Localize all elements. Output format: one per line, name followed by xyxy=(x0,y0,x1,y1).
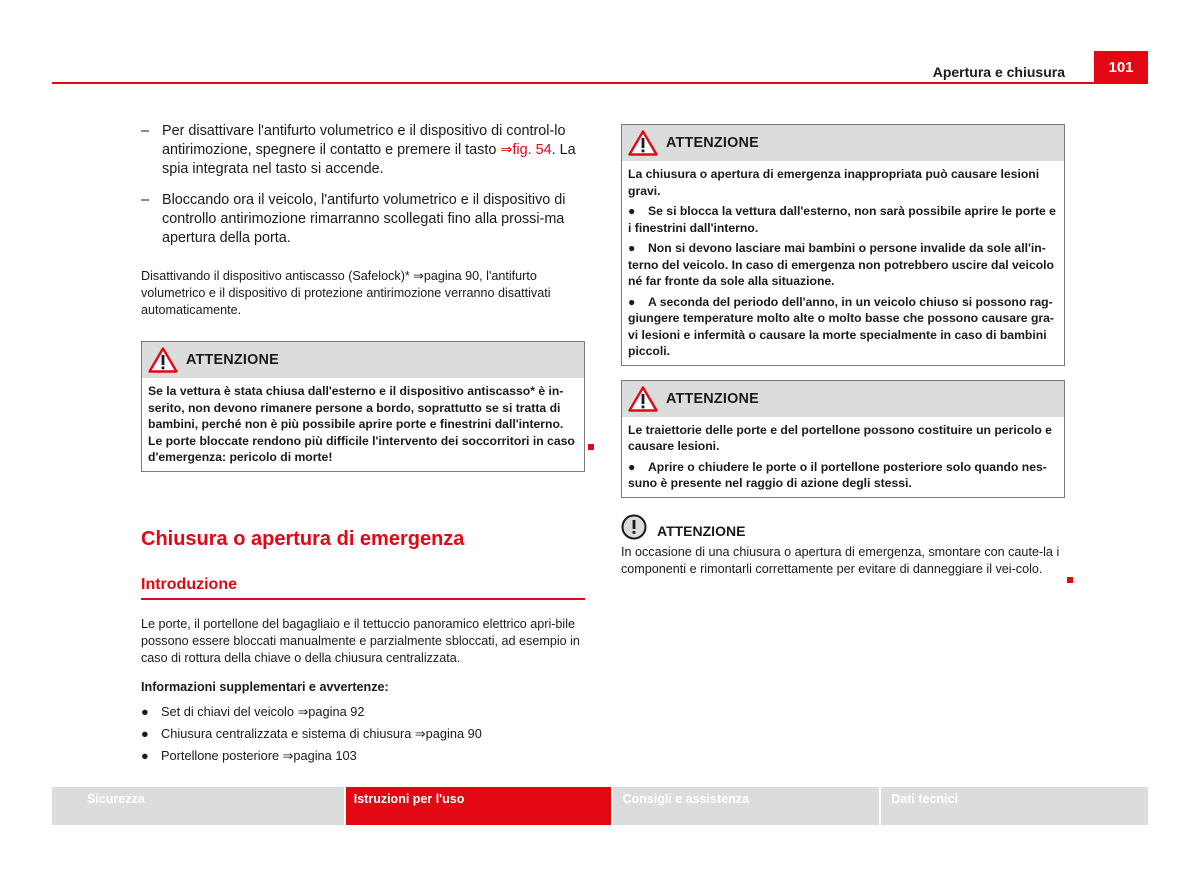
warning-box xyxy=(621,380,1065,498)
warning-text: Se la vettura è stata chiusa dall'esterno e il dispositivo antiscasso* è in-serito, non devono rimanere persone a bordo, soprattutto se si tratta di bambini, perché non è più possibile aprire porte e finestrini dall'interno. Le porte bloccate rendono più difficile l'intervento dei soccorritori in caso d'emergenza: pericolo di morte! xyxy=(148,384,575,464)
bullet-marker: ● xyxy=(141,725,149,741)
warning-box xyxy=(141,341,585,472)
warning-header xyxy=(622,381,1064,417)
dash-item-text: Per disattivare l'antifurto volumetrico e il dispositivo di control-lo antirimozione, spegnere il contatto e premere il tasto xyxy=(162,123,566,158)
note-header xyxy=(621,512,1065,542)
note-body: In occasione di una chiusura o apertura di emergenza, smontare con caute-la i componenti e rimontarli correttamente per evitare di danneggiare il vei-colo. xyxy=(621,544,1060,576)
list-item xyxy=(141,747,585,764)
warning-bullet xyxy=(628,203,1058,236)
warning-bullet xyxy=(628,240,1058,290)
warning-bullet-text: Aprire o chiudere le porte o il portellone posteriore solo quando nes-suno è presente nel raggio di azione degli stessi. xyxy=(628,459,1047,490)
subheading-block xyxy=(141,576,585,600)
footer-nav xyxy=(52,787,1148,825)
dash-item-text-end: . La spia integrata nel tasto si accende. xyxy=(162,142,576,177)
warning-body xyxy=(622,417,1064,497)
warning-lead: Le traiettorie delle porte e del portellone possono costituire un pericolo e causare lesioni. xyxy=(628,422,1052,453)
subheading-rule xyxy=(141,598,585,600)
intro-paragraph: Le porte, il portellone del bagagliaio e il tettuccio panoramico elettrico apri-bile possono essere bloccati manualmente e parzialmente sbloccati, ad esempio in caso di rottura della chiave o della chiusura centralizzata. xyxy=(141,616,580,665)
footer-tab-dati-tecnici[interactable]: Dati tecnici xyxy=(881,787,1148,825)
bullet-marker: ● xyxy=(628,459,636,474)
red-square-end-marker xyxy=(588,444,594,450)
note-title: ATTENZIONE xyxy=(657,522,746,539)
warning-body xyxy=(622,161,1064,365)
red-square-end-marker xyxy=(1067,577,1073,583)
warning-bullet xyxy=(628,294,1058,360)
dash-item-text: Bloccando ora il veicolo, l'antifurto volumetrico e il dispositivo di controllo antirimozione rimarranno scollegati fino alla prossi-ma apertura della porta. xyxy=(162,192,566,246)
dash-item xyxy=(141,122,585,179)
list-item xyxy=(141,725,585,742)
page-number: 101 xyxy=(1094,51,1148,84)
bullet-marker: ● xyxy=(141,747,149,763)
warning-header xyxy=(142,342,584,378)
bullet-marker: ● xyxy=(628,241,636,255)
dash-item xyxy=(141,191,585,248)
footer-tab-consigli[interactable]: Consigli e assistenza xyxy=(613,787,880,825)
note-block xyxy=(621,512,1065,578)
warning-body xyxy=(142,378,584,471)
bullet-marker: ● xyxy=(628,294,636,309)
footer-tab-istruzioni[interactable]: Istruzioni per l'uso xyxy=(346,787,611,825)
info-list xyxy=(141,703,585,764)
section-heading: Chiusura o apertura di emergenza xyxy=(141,527,465,550)
header-rule xyxy=(52,82,1148,84)
bullet-marker: ● xyxy=(628,204,636,218)
warning-triangle-icon xyxy=(628,130,658,156)
warning-box xyxy=(621,124,1065,366)
warning-bullet-text: Se si blocca la vettura dall'esterno, non sarà possibile aprire le porte e i finestrini dall'interno. xyxy=(628,204,1056,235)
warning-title: ATTENZIONE xyxy=(666,390,759,407)
running-header-title: Apertura e chiusura xyxy=(932,64,1065,80)
left-column xyxy=(141,122,585,769)
warning-title: ATTENZIONE xyxy=(186,352,279,368)
warning-lead: La chiusura o apertura di emergenza inappropriata può causare lesioni gravi. xyxy=(628,167,1040,198)
list-item-text[interactable]: Set di chiavi del veicolo ⇒pagina 92 xyxy=(161,703,365,719)
list-item xyxy=(141,703,585,720)
bullet-marker: ● xyxy=(141,703,149,719)
warning-title: ATTENZIONE xyxy=(666,135,759,151)
exclamation-circle-icon xyxy=(621,514,647,540)
safelock-paragraph: Disattivando il dispositivo antiscasso (Safelock)* ⇒pagina 90, l'antifurto volumetrico e il dispositivo di protezione antirimozione verranno disattivati automaticamente. xyxy=(141,269,551,317)
footer-tab-sicurezza[interactable]: Sicurezza xyxy=(52,787,344,825)
subheading: Introduzione xyxy=(141,575,237,593)
list-item-text[interactable]: Portellone posteriore ⇒pagina 103 xyxy=(161,747,357,763)
figure-link[interactable]: ⇒fig. 54 xyxy=(500,142,552,158)
warning-header xyxy=(622,125,1064,161)
dash-marker: – xyxy=(141,123,150,139)
dash-marker: – xyxy=(141,192,150,208)
warning-triangle-icon xyxy=(628,386,658,412)
warning-bullet-text: A seconda del periodo dell'anno, in un veicolo chiuso si possono rag-giungere temperature molto alte o molto basse che possono causare gra-vi lesioni e infermità o causare la morte specialmente in caso di bambini piccoli. xyxy=(628,294,1054,358)
warning-triangle-icon xyxy=(148,347,178,373)
info-label: Informazioni supplementari e avvertenze: xyxy=(141,679,389,694)
warning-bullet xyxy=(628,459,1058,492)
warning-bullet-text: Non si devono lasciare mai bambini o persone invalide da sole all'in-terno del veicolo. In caso di emergenza non potrebbero uscire dal veicolo né far fronte da sole alla situazione. xyxy=(628,241,1054,288)
list-item-text[interactable]: Chiusura centralizzata e sistema di chiusura ⇒pagina 90 xyxy=(161,725,482,741)
right-column xyxy=(621,124,1065,578)
